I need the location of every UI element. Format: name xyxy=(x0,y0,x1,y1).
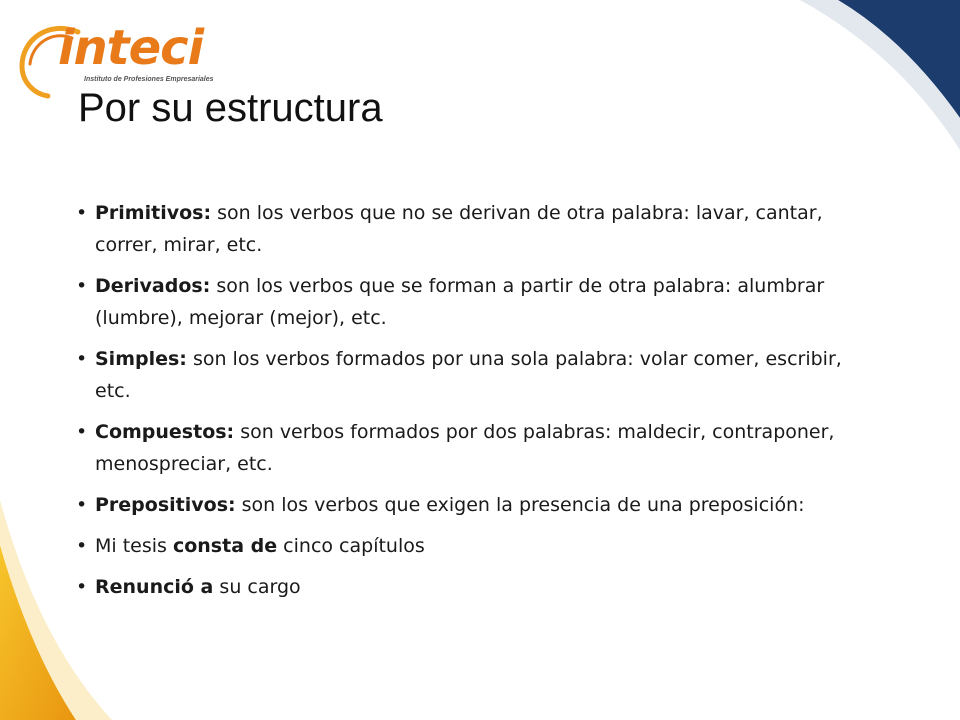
bullet-term: Prepositivos: xyxy=(95,494,236,516)
bullet-item-example-tesis xyxy=(76,530,876,562)
bullet-prefix: Mi tesis xyxy=(95,535,173,557)
bullet-text: cinco capítulos xyxy=(277,535,425,557)
logo-subtitle: Instituto de Profesiones Empresariales xyxy=(84,76,214,83)
bullet-term: Primitivos: xyxy=(95,202,212,224)
bullet-term: Renunció a xyxy=(95,576,214,598)
bullet-item-example-renuncio xyxy=(76,571,876,603)
bullet-text: son los verbos formados por una sola palabra: volar comer, escribir, etc. xyxy=(95,348,842,402)
bullet-term: Simples: xyxy=(95,348,187,370)
bullet-text: son verbos formados por dos palabras: maldecir, contraponer, menospreciar, etc. xyxy=(95,421,835,475)
bullet-item-primitivos xyxy=(76,197,876,261)
slide-title: Por su estructura xyxy=(78,86,383,130)
bullet-text: son los verbos que exigen la presencia de una preposición: xyxy=(235,494,805,516)
bullet-item-derivados xyxy=(76,270,876,334)
bullet-text: son los verbos que se forman a partir de otra palabra: alumbrar (lumbre), mejorar (mejor), etc. xyxy=(95,275,825,329)
bullet-text: su cargo xyxy=(213,576,301,598)
bullet-dot-icon: • xyxy=(76,275,88,297)
bullet-dot-icon: • xyxy=(76,535,88,557)
bullet-item-prepositivos xyxy=(76,489,876,521)
bullet-term: Derivados: xyxy=(95,275,211,297)
logo-wordmark: inteci xyxy=(58,20,204,76)
bullet-text: son los verbos que no se derivan de otra palabra: lavar, cantar, correr, mirar, etc. xyxy=(95,202,823,256)
bullet-term: consta de xyxy=(172,535,278,557)
bullet-dot-icon: • xyxy=(76,421,88,443)
bullet-dot-icon: • xyxy=(76,348,88,370)
bullet-list xyxy=(76,197,876,612)
bullet-item-simples xyxy=(76,343,876,407)
inteci-logo xyxy=(18,12,218,92)
bullet-term: Compuestos: xyxy=(95,421,235,443)
bullet-item-compuestos xyxy=(76,416,876,480)
bullet-dot-icon: • xyxy=(76,576,88,598)
bullet-dot-icon: • xyxy=(76,202,88,224)
bullet-dot-icon: • xyxy=(76,494,88,516)
